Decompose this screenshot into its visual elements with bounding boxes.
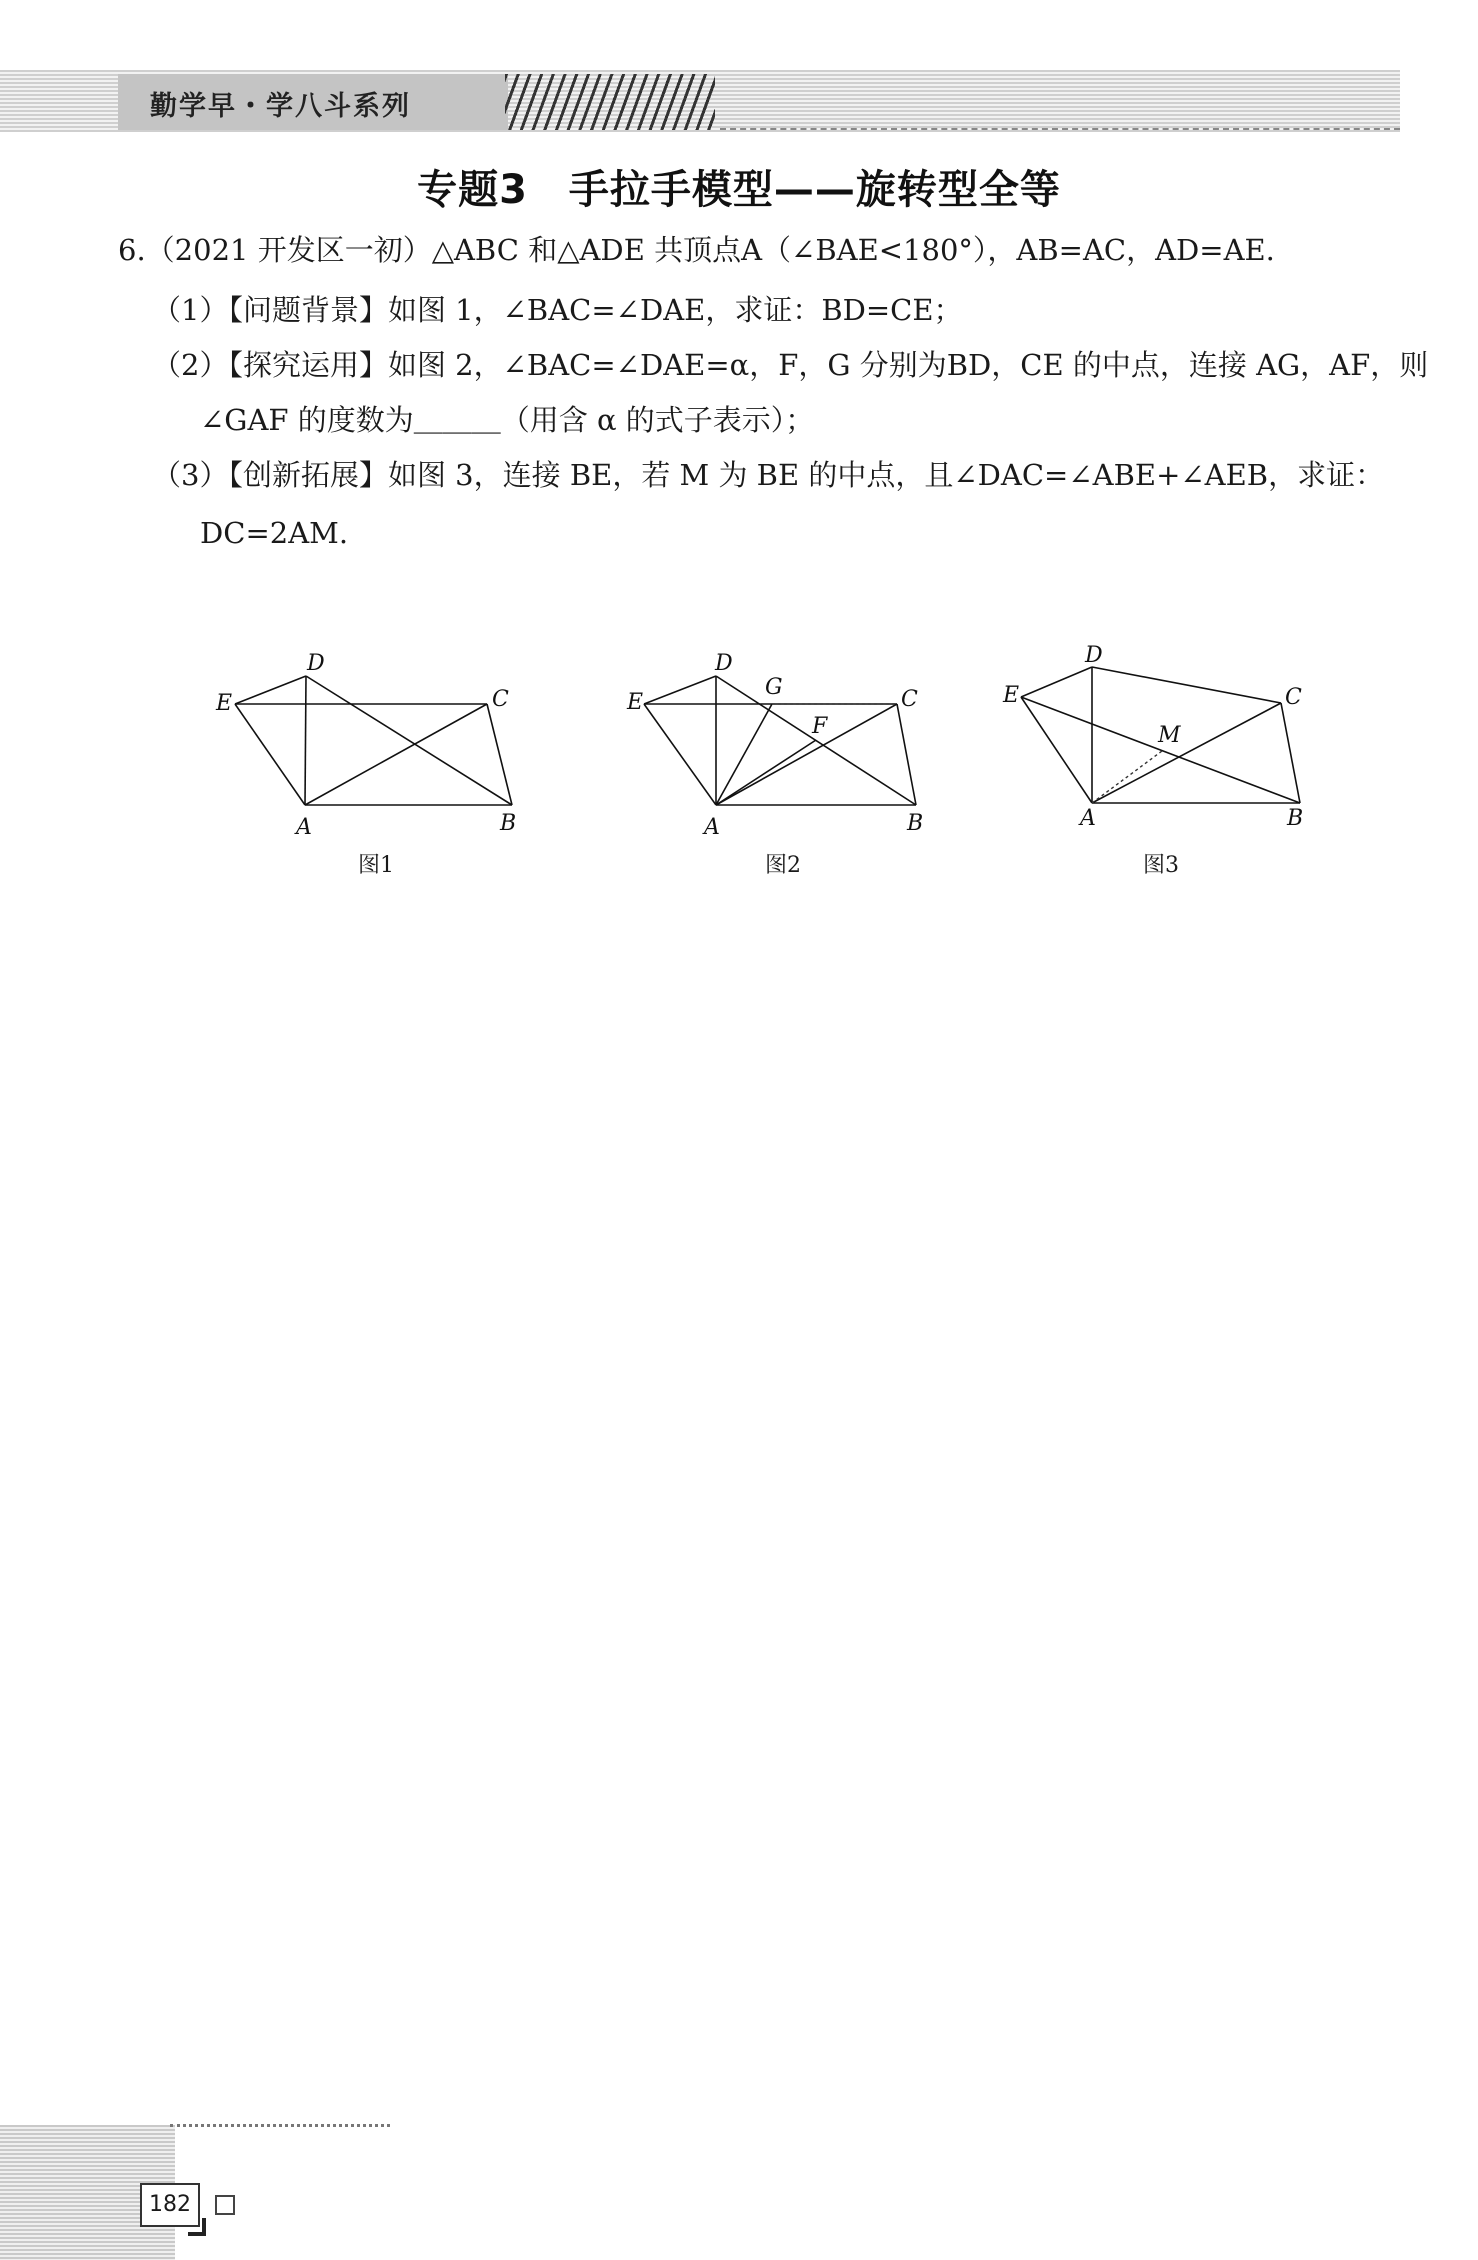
fig1-point-d: D [307, 651, 325, 676]
fig3-point-m: M [1158, 723, 1181, 748]
footer-divider [170, 2124, 390, 2127]
figure-1-caption: 图1 [358, 853, 394, 878]
problem-part-2-cont: ∠GAF 的度数为＿＿＿（用含 α 的式子表示）； [200, 403, 815, 437]
fig2-point-g: G [765, 675, 783, 700]
fig3-point-a: A [1080, 806, 1096, 831]
page-number-corner [188, 2218, 206, 2236]
series-title: 勤学早・学八斗系列 [150, 91, 411, 122]
fig2-point-e: E [627, 690, 644, 715]
page-number: 182 [140, 2183, 200, 2227]
figure-3-caption: 图3 [1143, 853, 1179, 878]
problem-part-2: （2）【探究运用】如图 2，∠BAC=∠DAE=α，F，G 分别为BD，CE 的中点，连接 AG，AF，则 [152, 348, 1429, 382]
problem-part-3-cont: DC=2AM. [200, 516, 349, 550]
fig1-point-c: C [492, 687, 509, 712]
fig2-point-d: D [715, 651, 733, 676]
fig1-point-e: E [216, 691, 233, 716]
fig3-point-b: B [1287, 806, 1304, 831]
section-title: 专题3 手拉手模型——旋转型全等 [417, 167, 1061, 213]
fig2-point-b: B [907, 811, 924, 836]
page-box-icon [215, 2195, 235, 2215]
fig2-point-a: A [704, 815, 720, 840]
fig3-point-e: E [1003, 683, 1020, 708]
fig3-point-d: D [1085, 643, 1103, 668]
fig2-point-c: C [901, 687, 918, 712]
fig1-point-b: B [500, 811, 517, 836]
figure-2-caption: 图2 [765, 853, 801, 878]
fig3-point-c: C [1285, 685, 1302, 710]
problem-part-1: （1）【问题背景】如图 1，∠BAC=∠DAE，求证：BD=CE； [152, 293, 963, 327]
problem-part-3: （3）【创新拓展】如图 3，连接 BE，若 M 为 BE 的中点，且∠DAC=∠ABE+∠AEB，求证： [152, 458, 1385, 492]
fig2-point-f: F [812, 714, 828, 739]
problem-statement: 6.（2021 开发区一初）△ABC 和△ADE 共顶点A（∠BAE<180°），AB=AC，AD=AE. [118, 233, 1275, 267]
fig1-point-a: A [296, 815, 312, 840]
